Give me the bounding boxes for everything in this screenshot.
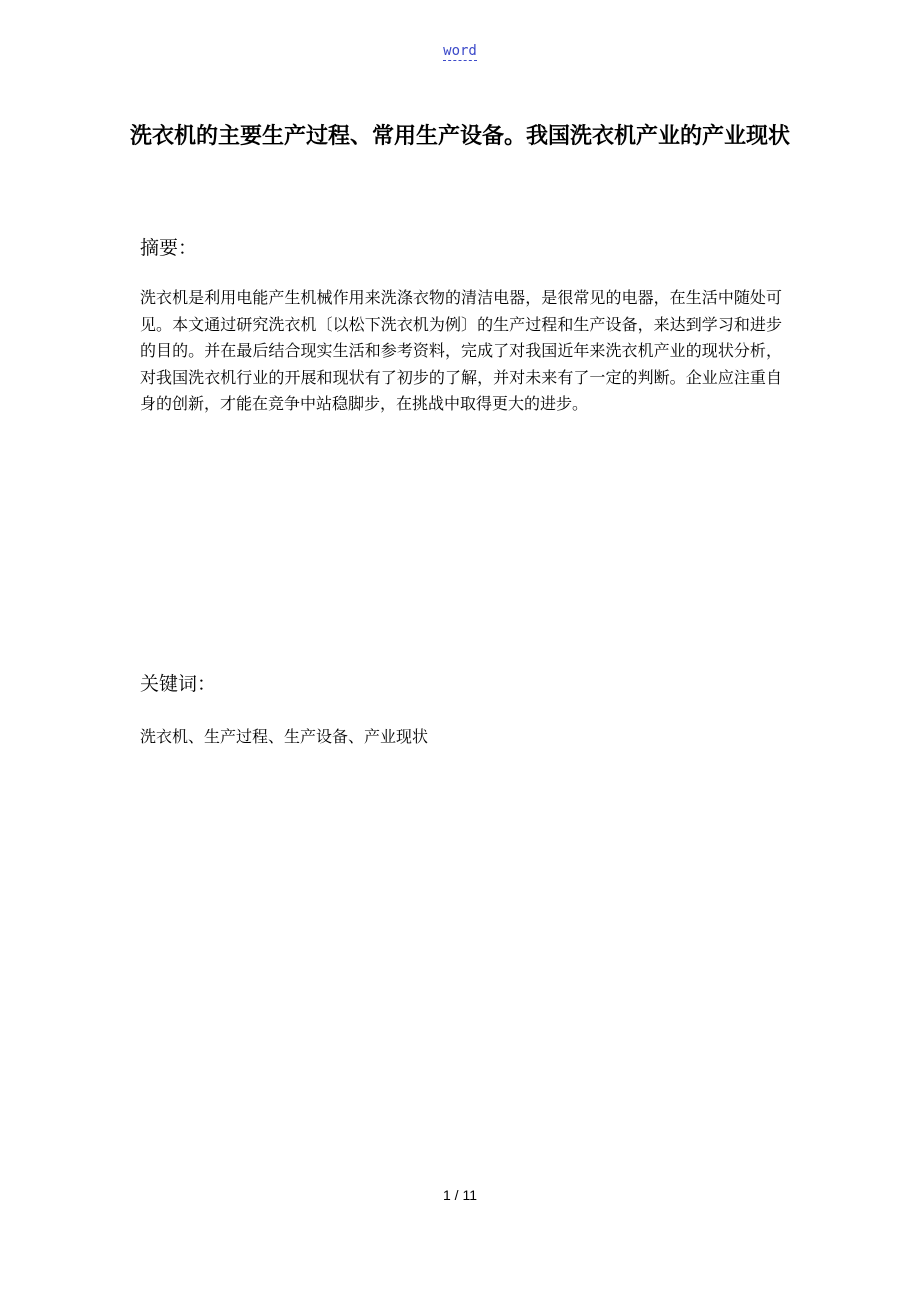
- abstract-text: 洗衣机是利用电能产生机械作用来洗涤衣物的清洁电器，是很常见的电器，在生活中随处可见。本文通过研究洗衣机〔以松下洗衣机为例〕的生产过程和生产设备，来达到学习和进步的目的。并在最后结合现实生活和参考资料，完成了对我国近年来洗衣机产业的现状分析，对我国洗衣机行业的开展和现状有了初步的了解，并对未来有了一定的判断。企业应注重自身的创新，才能在竞争中站稳脚步，在挑战中取得更大的进步。: [140, 288, 782, 413]
- document-title: 洗衣机的主要生产过程、常用生产设备。我国洗衣机产业的产业现状: [129, 124, 790, 149]
- header-word-link-container: [0, 40, 920, 62]
- header-word-link[interactable]: word: [443, 43, 477, 59]
- abstract-heading: 摘要：: [140, 237, 198, 259]
- page-number: 1 / 11: [443, 1187, 477, 1203]
- keywords-text: 洗衣机、生产过程、生产设备、产业现状: [140, 727, 429, 746]
- keywords-heading: 关键词：: [140, 673, 217, 695]
